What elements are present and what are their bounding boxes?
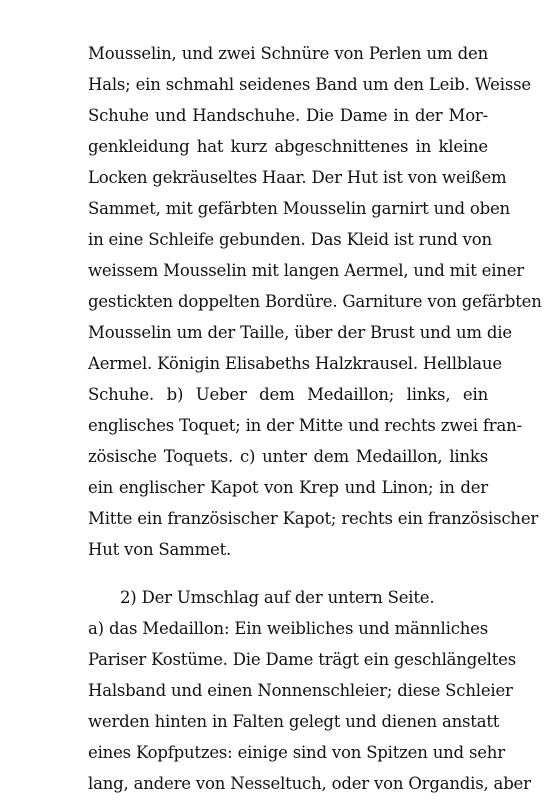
text-line: in eine Schleife gebunden. Das Kleid ist rund von (88, 230, 492, 249)
text-line: Schuhe. b) Ueber dem Medaillon; links, ein (88, 385, 488, 404)
text-line: Sammet, mit gefärbten Mousselin garnirt und oben (88, 199, 510, 218)
page-text (88, 38, 542, 799)
text-line: lang, andere von Nesseltuch, oder von Organdis, aber (88, 774, 531, 793)
text-line: Locken gekräuseltes Haar. Der Hut ist von weißem (88, 168, 507, 187)
text-line: gestickten doppelten Bordüre. Garniture von gefärbten (88, 292, 542, 311)
paragraph-gap (88, 565, 488, 582)
text-line: zösische Toquets. c) unter dem Medaillon, links (88, 447, 488, 466)
text-line: englisches Toquet; in der Mitte und rechts zwei fran- (88, 416, 522, 435)
text-line: Hals; ein schmahl seidenes Band um den Leib. Weisse (88, 75, 531, 94)
text-line: Pariser Kostüme. Die Dame trägt ein geschlängeltes (88, 650, 516, 669)
text-line: Mousselin um der Taille, über der Brust und um die (88, 323, 512, 342)
text-line: Schuhe und Handschuhe. Die Dame in der Mor- (88, 106, 488, 125)
text-line: Mousselin, und zwei Schnüre von Perlen um den (88, 44, 488, 63)
text-line: Aermel. Königin Elisabeths Halzkrausel. Hellblaue (88, 354, 502, 373)
section-heading: 2) Der Umschlag auf der untern Seite. (120, 588, 435, 607)
text-line: weissem Mousselin mit langen Aermel, und mit einer (88, 261, 524, 280)
text-line: Halsband und einen Nonnenschleier; diese Schleier (88, 681, 513, 700)
text-line: Mitte ein französischer Kapot; rechts ein französischer (88, 509, 539, 528)
text-line: ein englischer Kapot von Krep und Linon; in der (88, 478, 488, 497)
text-line: Hut von Sammet. (88, 540, 232, 559)
text-line: eines Kopfputzes: einige sind von Spitzen und sehr (88, 743, 505, 762)
text-line: genkleidung hat kurz abgeschnittenes in kleine (88, 137, 488, 156)
text-line: werden hinten in Falten gelegt und dienen anstatt (88, 712, 500, 731)
text-line: a) das Medaillon: Ein weibliches und männliches (88, 619, 488, 638)
